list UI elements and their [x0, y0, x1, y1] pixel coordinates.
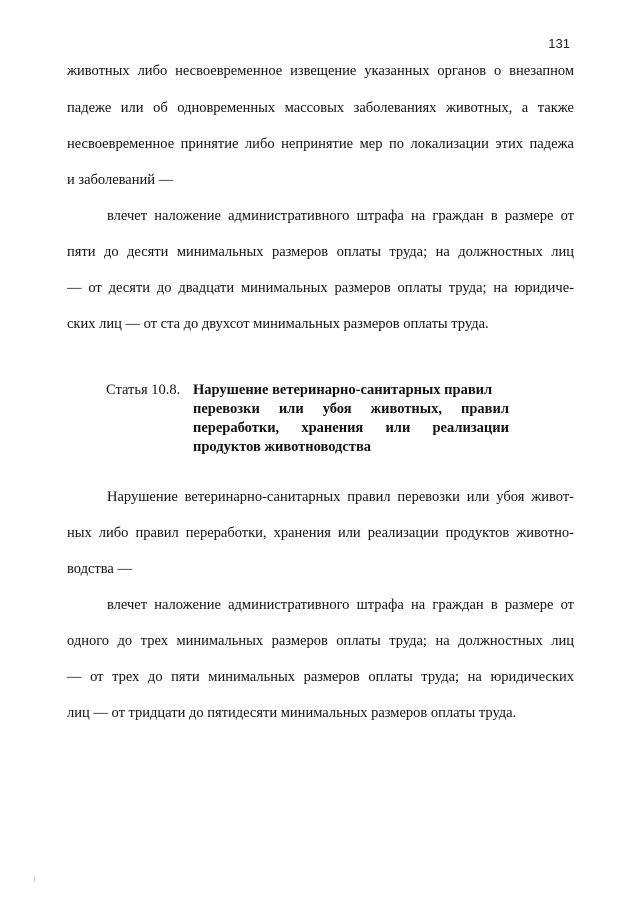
text-line: водства — — [67, 561, 132, 577]
article-label: Статья 10.8. — [106, 382, 181, 398]
text-line: ных либо правил переработки, хранения или реализации продуктов животно- — [67, 525, 574, 541]
text-line: падеже или об одновременных массовых заболеваниях животных, а также — [67, 100, 574, 116]
article-title-line: перевозки или убоя животных, правил — [193, 401, 509, 417]
scan-mark — [34, 876, 35, 882]
text-line: лиц — от тридцати до пятидесяти минимальных размеров оплаты труда. — [67, 705, 517, 721]
text-line: одного до трех минимальных размеров оплаты труда; на должностных лиц — [67, 633, 574, 649]
text-line: влечет наложение административного штрафа на граждан в размере от — [107, 597, 574, 613]
article-title-line: продуктов животноводства — [193, 439, 372, 455]
text-line: — от трех до пяти минимальных размеров оплаты труда; на юридических — [67, 669, 574, 685]
article-title-line: Нарушение ветеринарно-санитарных правил — [193, 382, 493, 398]
text-line: и заболеваний — — [67, 172, 174, 188]
text-line: несвоевременное принятие либо непринятие мер по локализации этих падежа — [67, 136, 574, 152]
text-line: влечет наложение административного штрафа на граждан в размере от — [107, 208, 574, 224]
text-line: — от десяти до двадцати минимальных размеров оплаты труда; на юридиче- — [67, 280, 574, 296]
text-line: животных либо несвоевременное извещение указанных органов о внезапном — [67, 63, 574, 79]
article-title-line: переработки, хранения или реализации — [193, 420, 509, 436]
text-line: пяти до десяти минимальных размеров оплаты труда; на должностных лиц — [67, 244, 574, 260]
page-number: 131 — [548, 36, 570, 51]
text-line: Нарушение ветеринарно-санитарных правил перевозки или убоя живот- — [107, 489, 574, 505]
text-line: ских лиц — от ста до двухсот минимальных размеров оплаты труда. — [67, 316, 489, 332]
